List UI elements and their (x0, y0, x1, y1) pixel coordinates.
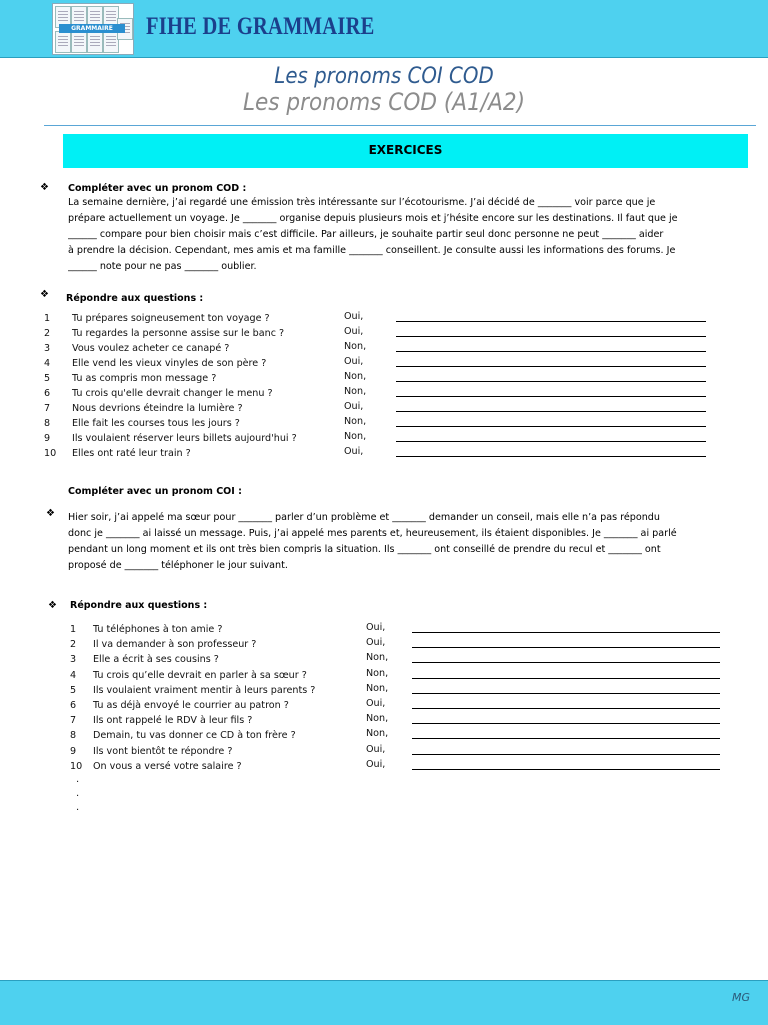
question-number: 8 (70, 730, 77, 742)
answer-start: Oui, (366, 637, 386, 649)
question-number: 4 (44, 358, 51, 369)
answer-start: Non, (344, 371, 367, 382)
answer-start: Oui, (344, 356, 364, 367)
question-number: 4 (70, 669, 77, 681)
subtitle-secondary: Les pronoms COD (A1/A2) (242, 88, 526, 116)
footer-initials: MG (731, 991, 750, 1004)
diamond-bullet-icon: ❖ (46, 508, 55, 519)
question-text: Il va demander à son professeur ? (93, 639, 257, 651)
section2-heading: Répondre aux questions : (66, 293, 204, 304)
question-text: Ils voulaient réserver leurs billets aujourd'hui ? (72, 433, 297, 444)
question-text: Ils ont rappelé le RDV à leur fils ? (93, 715, 253, 727)
answer-start: Non, (366, 713, 389, 725)
answer-line[interactable] (412, 769, 720, 770)
question-row (44, 358, 714, 373)
question-row (44, 433, 714, 448)
answer-line[interactable] (396, 441, 706, 442)
logo (52, 3, 134, 55)
section4-heading: Répondre aux questions : (70, 600, 208, 611)
paragraph-line: ______ note pour ne pas _______ oublier. (68, 261, 257, 272)
answer-line[interactable] (412, 662, 720, 663)
diamond-bullet-icon: ❖ (40, 289, 49, 300)
divider (44, 125, 756, 126)
paragraph-line: La semaine dernière, j’ai regardé une émission très intéressante sur l’écotourisme. J’ai décidé de _______ voir parce que je (68, 197, 656, 208)
answer-start: Non, (344, 341, 367, 352)
answer-line[interactable] (412, 632, 720, 633)
answer-line[interactable] (412, 708, 720, 709)
answer-line[interactable] (396, 381, 706, 382)
question-text: Ils voulaient vraiment mentir à leurs parents ? (93, 684, 316, 696)
question-text: Tu as compris mon message ? (72, 373, 217, 384)
question-row (44, 313, 714, 328)
question-text: On vous a versé votre salaire ? (93, 760, 242, 772)
section3-heading: Compléter avec un pronom COI : (68, 486, 242, 497)
question-number: 1 (70, 624, 77, 635)
question-text: Tu prépares soigneusement ton voyage ? (72, 313, 270, 324)
header-bar (0, 0, 768, 58)
answer-line[interactable] (412, 723, 720, 724)
section1-paragraph (68, 195, 720, 275)
question-number: 5 (44, 373, 51, 384)
answer-line[interactable] (396, 426, 706, 427)
question-text: Elles ont raté leur train ? (72, 448, 191, 459)
answer-line[interactable] (396, 321, 706, 322)
answer-line[interactable] (396, 336, 706, 337)
exercices-banner: EXERCICES (63, 134, 748, 168)
answer-start: Non, (344, 431, 367, 442)
page-title: FIHE DE GRAMMAIRE (146, 13, 375, 40)
question-row (70, 758, 730, 776)
diamond-bullet-icon: ❖ (48, 600, 57, 611)
question-row (44, 373, 714, 388)
question-row (70, 639, 730, 654)
answer-start: Non, (366, 682, 389, 694)
question-text: Vous voulez acheter ce canapé ? (72, 343, 230, 354)
paragraph-line: à prendre la décision. Cependant, mes amis et ma famille _______ conseillent. Je consulte aussi les informations des forums. Je (68, 245, 676, 256)
question-row (70, 743, 730, 761)
paragraph-line: proposé de _______ téléphoner le jour suivant. (68, 560, 288, 571)
paragraph-line: donc je _______ ai laissé un message. Puis, j’ai appelé mes parents et, heureusement, ils étaient disponibles. Je _______ ai parlé (68, 528, 677, 539)
question-number: 5 (70, 684, 77, 696)
question-number: 9 (44, 433, 51, 444)
answer-start: Non, (344, 386, 367, 397)
question-number: 3 (70, 654, 77, 666)
answer-start: Oui, (344, 401, 364, 412)
question-number: 3 (44, 343, 51, 354)
answer-line[interactable] (412, 693, 720, 694)
answer-line[interactable] (412, 738, 720, 739)
question-text: Elle fait les courses tous les jours ? (72, 418, 240, 429)
question-text: Tu regardes la personne assise sur le banc ? (72, 328, 285, 339)
question-row (44, 418, 714, 433)
answer-line[interactable] (396, 351, 706, 352)
answer-line[interactable] (396, 366, 706, 367)
question-text: Demain, tu vas donner ce CD à ton frère ? (93, 730, 296, 742)
section1-heading: Compléter avec un pronom COD : (68, 183, 247, 194)
question-row (70, 697, 730, 715)
question-row (70, 715, 730, 730)
answer-start: Oui, (366, 758, 386, 770)
question-text: Tu as déjà envoyé le courrier au patron ? (93, 699, 289, 711)
paragraph-line: Hier soir, j’ai appelé ma sœur pour _______ parler d’un problème et _______ demander un conseil, mais elle n’a pas répondu (68, 512, 660, 523)
question-number: 2 (44, 328, 51, 339)
answer-start: Non, (366, 667, 389, 679)
question-number: 6 (44, 388, 51, 399)
answer-start: Oui, (344, 311, 364, 322)
question-row (70, 654, 730, 669)
footer-bar (0, 980, 768, 1025)
question-row (44, 403, 714, 418)
question-number: 9 (70, 745, 77, 757)
answer-line[interactable] (412, 754, 720, 755)
answer-start: Non, (344, 416, 367, 427)
question-number: 8 (44, 418, 51, 429)
question-row (70, 682, 730, 700)
question-row (44, 388, 714, 403)
answer-start: Oui, (366, 743, 386, 755)
question-row (70, 730, 730, 745)
question-number: 6 (70, 699, 77, 711)
answer-start: Non, (366, 652, 389, 664)
paragraph-line: pendant un long moment et ils ont très bien compris la situation. Ils _______ ont conseillé de prendre du recul et _______ ont (68, 544, 661, 555)
diamond-bullet-icon: ❖ (40, 182, 49, 193)
answer-line[interactable] (396, 456, 706, 457)
paragraph-line: prépare actuellement un voyage. Je _______ organise depuis plusieurs mois et j’hésite encore sur les destinations. Il faut que je (68, 213, 678, 224)
question-text: Elle a écrit à ses cousins ? (93, 654, 219, 666)
question-row (70, 667, 730, 685)
question-number: 1 (44, 313, 51, 324)
question-row (44, 328, 714, 343)
answer-start: Oui, (366, 622, 386, 633)
answer-start: Oui, (344, 326, 364, 337)
answer-line[interactable] (412, 647, 720, 648)
paragraph-line: ______ compare pour bien choisir mais c’est difficile. Par ailleurs, je souhaite partir seul donc personne ne peut _______ aider (68, 229, 664, 240)
subtitle-main: Les pronoms COI COD (274, 64, 494, 89)
section3-paragraph (68, 510, 720, 574)
answer-start: Oui, (366, 697, 386, 709)
answer-start: Non, (366, 728, 389, 740)
logo-text: GRAMMAIRE (71, 25, 113, 32)
question-number: 2 (70, 639, 77, 651)
question-row (44, 448, 714, 463)
question-number: 7 (70, 715, 77, 727)
answer-line[interactable] (412, 678, 720, 679)
question-number: 7 (44, 403, 51, 414)
answer-line[interactable] (396, 396, 706, 397)
question-number: 10 (70, 760, 83, 772)
question-number: 10 (44, 448, 57, 459)
question-text: Tu téléphones à ton amie ? (93, 624, 223, 635)
question-text: Elle vend les vieux vinyles de son père ? (72, 358, 267, 369)
question-text: Tu crois qu’elle devrait en parler à sa sœur ? (93, 669, 307, 681)
section2-question-list (44, 313, 714, 463)
question-text: Ils vont bientôt te répondre ? (93, 745, 233, 757)
question-row (44, 343, 714, 358)
answer-line[interactable] (396, 411, 706, 412)
decorative-dots: · · · (76, 777, 80, 816)
question-text: Nous devrions éteindre la lumière ? (72, 403, 243, 414)
section4-question-list (70, 624, 730, 776)
question-row (70, 624, 730, 639)
answer-start: Oui, (344, 446, 364, 457)
question-text: Tu crois qu'elle devrait changer le menu ? (72, 388, 273, 399)
